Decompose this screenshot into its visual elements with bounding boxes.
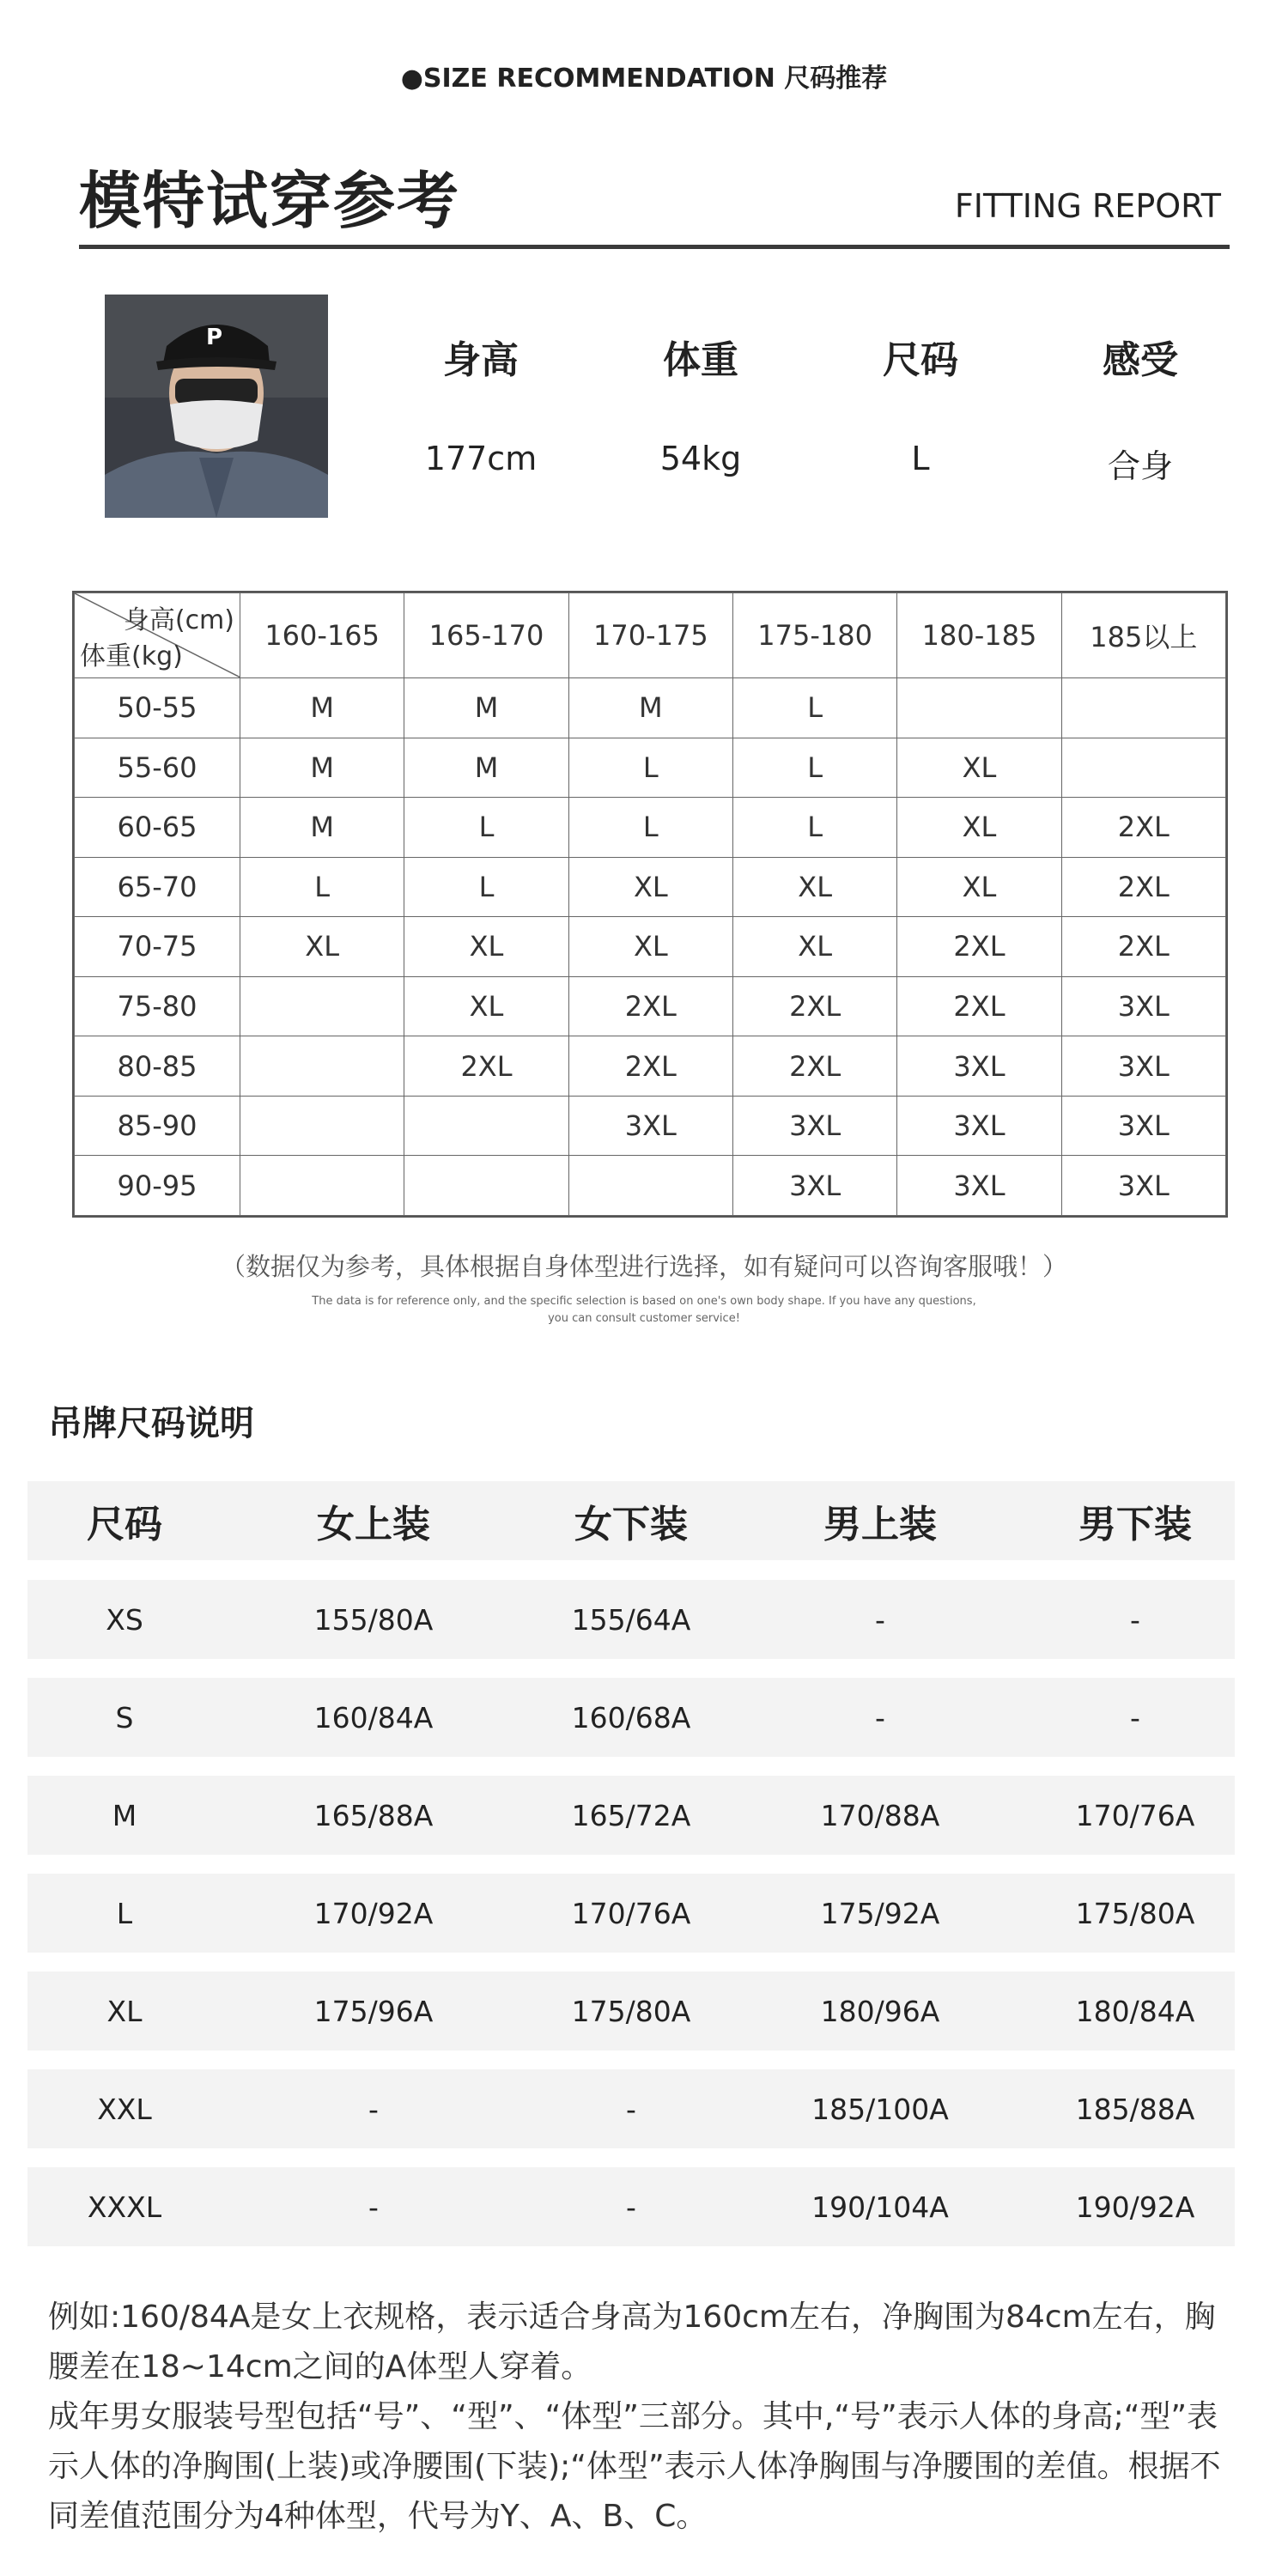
size-cell: XL bbox=[732, 857, 896, 917]
size-cell: 2XL bbox=[568, 976, 732, 1036]
model-height-label: 身高 bbox=[443, 338, 519, 382]
size-cell: 3XL bbox=[568, 1096, 732, 1156]
tag-size-cell: 160/84A bbox=[313, 1700, 434, 1735]
weight-range-cell: 60-65 bbox=[75, 798, 240, 858]
size-cell: M bbox=[240, 738, 404, 798]
size-cell: 3XL bbox=[732, 1096, 896, 1156]
tag-size-row bbox=[27, 1874, 1235, 1953]
size-cell: L bbox=[240, 857, 404, 917]
size-chart-row bbox=[75, 1096, 1226, 1156]
size-cell: XL bbox=[568, 917, 732, 977]
weight-range-cell: 85-90 bbox=[75, 1096, 240, 1156]
size-chart-table bbox=[74, 592, 1226, 1216]
size-cell bbox=[240, 1036, 404, 1097]
size-cell: XL bbox=[404, 917, 568, 977]
tag-size-cell: 170/76A bbox=[571, 1896, 691, 1930]
weight-range-cell: 80-85 bbox=[75, 1036, 240, 1097]
size-chart-row bbox=[75, 917, 1226, 977]
size-cell: 3XL bbox=[1061, 976, 1225, 1036]
tag-size-header-cell: 男上装 bbox=[823, 1503, 937, 1546]
size-chart bbox=[72, 591, 1228, 1218]
tag-size-cell: 170/76A bbox=[1075, 1798, 1195, 1832]
chart-note-en-line-2: you can consult customer service! bbox=[548, 1312, 740, 1325]
size-chart-header-row bbox=[75, 593, 1226, 678]
description-paragraph-1: 例如:160/84A是女上衣规格，表示适合身高为160cm左右，净胸围为84cm左右，胸腰差在18~14cm之间的A体型人穿着。 bbox=[48, 2300, 1216, 2385]
tag-size-cell: 180/84A bbox=[1075, 1994, 1195, 2028]
tag-size-cell: 170/88A bbox=[820, 1798, 940, 1832]
size-cell: XL bbox=[732, 917, 896, 977]
height-range-header: 165-170 bbox=[404, 593, 568, 678]
size-cell: 3XL bbox=[897, 1096, 1061, 1156]
size-cell: 3XL bbox=[1061, 1156, 1225, 1216]
size-cell: 2XL bbox=[897, 917, 1061, 977]
tag-size-cell: 170/92A bbox=[313, 1896, 434, 1930]
tag-size-cell: 175/92A bbox=[820, 1896, 940, 1930]
size-cell: M bbox=[240, 678, 404, 738]
model-size-value: L bbox=[911, 440, 930, 477]
model-weight-value: 54kg bbox=[659, 440, 742, 477]
tag-size-cell: XS bbox=[106, 1602, 143, 1637]
tag-size-cell: 165/88A bbox=[313, 1798, 434, 1832]
tag-size-cell: XXXL bbox=[87, 2190, 162, 2224]
size-cell: 3XL bbox=[897, 1156, 1061, 1216]
size-cell: 2XL bbox=[1061, 857, 1225, 917]
tag-size-cell: XXL bbox=[97, 2092, 152, 2126]
size-chart-row bbox=[75, 738, 1226, 798]
tag-size-cell: 160/68A bbox=[571, 1700, 691, 1735]
size-chart-row bbox=[75, 798, 1226, 858]
weight-range-cell: 70-75 bbox=[75, 917, 240, 977]
svg-text:P: P bbox=[206, 325, 223, 350]
size-cell: 2XL bbox=[404, 1036, 568, 1097]
size-description bbox=[48, 2293, 1242, 2542]
size-cell: M bbox=[404, 738, 568, 798]
page-subtitle: FITTING REPORT bbox=[954, 187, 1221, 225]
title-divider bbox=[79, 245, 1230, 249]
tag-size-cell: 185/88A bbox=[1075, 2092, 1195, 2126]
size-cell: 2XL bbox=[568, 1036, 732, 1097]
size-cell: 2XL bbox=[1061, 917, 1225, 977]
tag-size-cell: 165/72A bbox=[571, 1798, 691, 1832]
tag-size-cell: L bbox=[116, 1896, 133, 1930]
chart-note-en-line-1: The data is for reference only, and the specific selection is based on one's own body shape. If you have any questions, bbox=[312, 1295, 976, 1308]
weight-range-cell: 65-70 bbox=[75, 857, 240, 917]
tag-size-cell: - bbox=[626, 2092, 636, 2126]
tag-size-header-cell: 女下装 bbox=[574, 1503, 688, 1546]
height-range-header: 175-180 bbox=[732, 593, 896, 678]
size-cell: 3XL bbox=[732, 1156, 896, 1216]
height-range-header: 180-185 bbox=[897, 593, 1061, 678]
model-weight-label: 体重 bbox=[663, 338, 738, 382]
section-tag: ●SIZE RECOMMENDATION 尺码推荐 bbox=[400, 64, 888, 94]
size-cell: XL bbox=[404, 976, 568, 1036]
tag-size-title: 吊牌尺码说明 bbox=[48, 1404, 254, 1443]
size-cell: XL bbox=[897, 738, 1061, 798]
tag-size-cell: 175/96A bbox=[313, 1994, 434, 2028]
size-chart-row bbox=[75, 1156, 1226, 1216]
tag-size-header-cell: 男下装 bbox=[1078, 1503, 1192, 1546]
tag-size-cell: - bbox=[368, 2092, 379, 2126]
tag-size-row bbox=[27, 1678, 1235, 1757]
tag-size-cell: - bbox=[1130, 1602, 1140, 1637]
size-cell: L bbox=[732, 738, 896, 798]
tag-size-cell: - bbox=[368, 2190, 379, 2224]
size-cell: M bbox=[404, 678, 568, 738]
tag-size-cell: 190/104A bbox=[811, 2190, 949, 2224]
size-cell: XL bbox=[240, 917, 404, 977]
size-cell: 3XL bbox=[1061, 1036, 1225, 1097]
tag-size-header-row bbox=[27, 1481, 1235, 1560]
tag-size-cell: - bbox=[875, 1700, 885, 1735]
description-paragraph-2: 成年男女服装号型包括“号”、“型”、“体型”三部分。其中,“号”表示人体的身高;“型”表示人体的净胸围(上装)或净腰围(下装);“体型”表示人体净胸围与净腰围的差值。根据不同差值范围分为4种体型，代号为Y、A、B、C。 bbox=[48, 2399, 1221, 2534]
size-chart-row bbox=[75, 1036, 1226, 1097]
page-title: 模特试穿参考 bbox=[79, 165, 461, 237]
size-chart-row bbox=[75, 678, 1226, 738]
size-cell: M bbox=[240, 798, 404, 858]
size-cell: 2XL bbox=[1061, 798, 1225, 858]
weight-range-cell: 90-95 bbox=[75, 1156, 240, 1216]
chart-note-en bbox=[215, 1293, 1073, 1327]
model-size-label: 尺码 bbox=[883, 338, 958, 382]
tag-size-cell: 175/80A bbox=[1075, 1896, 1195, 1930]
weight-range-cell: 55-60 bbox=[75, 738, 240, 798]
size-cell: M bbox=[568, 678, 732, 738]
size-cell bbox=[240, 1156, 404, 1216]
size-cell bbox=[240, 976, 404, 1036]
size-cell: 2XL bbox=[897, 976, 1061, 1036]
tag-size-header-cell: 尺码 bbox=[87, 1503, 162, 1546]
tag-size-cell: S bbox=[115, 1700, 134, 1735]
tag-size-cell: 185/100A bbox=[811, 2092, 949, 2126]
tag-size-header-cell: 女上装 bbox=[317, 1503, 430, 1546]
weight-range-cell: 75-80 bbox=[75, 976, 240, 1036]
size-cell: L bbox=[404, 857, 568, 917]
size-cell bbox=[404, 1096, 568, 1156]
size-cell bbox=[568, 1156, 732, 1216]
tag-size-row bbox=[27, 1776, 1235, 1855]
size-cell: L bbox=[732, 798, 896, 858]
tag-size-cell: 175/80A bbox=[571, 1994, 691, 2028]
size-cell: XL bbox=[568, 857, 732, 917]
height-range-header: 170-175 bbox=[568, 593, 732, 678]
chart-note-cn: （数据仅为参考，具体根据自身体型进行选择，如有疑问可以咨询客服哦！） bbox=[220, 1252, 1067, 1281]
height-range-header: 185以上 bbox=[1061, 593, 1225, 678]
size-chart-corner bbox=[75, 593, 240, 678]
size-cell: 3XL bbox=[1061, 1096, 1225, 1156]
tag-size-row bbox=[27, 2167, 1235, 2246]
model-feel-value: 合身 bbox=[1107, 447, 1173, 485]
size-cell: 2XL bbox=[732, 1036, 896, 1097]
size-chart-row bbox=[75, 976, 1226, 1036]
tag-size-cell: 155/80A bbox=[313, 1602, 434, 1637]
tag-size-cell: M bbox=[112, 1798, 137, 1832]
tag-size-cell: 190/92A bbox=[1075, 2190, 1195, 2224]
size-cell: XL bbox=[897, 857, 1061, 917]
tag-size-cell: XL bbox=[106, 1994, 143, 2028]
size-cell bbox=[1061, 738, 1225, 798]
size-cell: XL bbox=[897, 798, 1061, 858]
tag-size-cell: - bbox=[1130, 1700, 1140, 1735]
size-cell bbox=[240, 1096, 404, 1156]
weight-range-cell: 50-55 bbox=[75, 678, 240, 738]
height-range-header: 160-165 bbox=[240, 593, 404, 678]
size-chart-row bbox=[75, 857, 1226, 917]
size-cell: L bbox=[568, 798, 732, 858]
tag-size-cell: 180/96A bbox=[820, 1994, 940, 2028]
tag-size-cell: - bbox=[626, 2190, 636, 2224]
tag-size-cell: - bbox=[875, 1602, 885, 1637]
size-cell bbox=[404, 1156, 568, 1216]
size-cell: L bbox=[404, 798, 568, 858]
model-feel-label: 感受 bbox=[1103, 338, 1178, 382]
size-cell: 3XL bbox=[897, 1036, 1061, 1097]
size-cell: 2XL bbox=[732, 976, 896, 1036]
size-cell bbox=[897, 678, 1061, 738]
tag-size-row bbox=[27, 1971, 1235, 2050]
tag-size-row bbox=[27, 1580, 1235, 1659]
tag-size-row bbox=[27, 2069, 1235, 2148]
model-photo bbox=[105, 295, 328, 518]
size-cell: L bbox=[568, 738, 732, 798]
size-cell bbox=[1061, 678, 1225, 738]
corner-height-label: 身高(cm) bbox=[123, 605, 234, 635]
model-height-value: 177cm bbox=[424, 440, 538, 477]
corner-weight-label: 体重(kg) bbox=[80, 641, 183, 671]
tag-size-cell: 155/64A bbox=[571, 1602, 691, 1637]
size-cell: L bbox=[732, 678, 896, 738]
